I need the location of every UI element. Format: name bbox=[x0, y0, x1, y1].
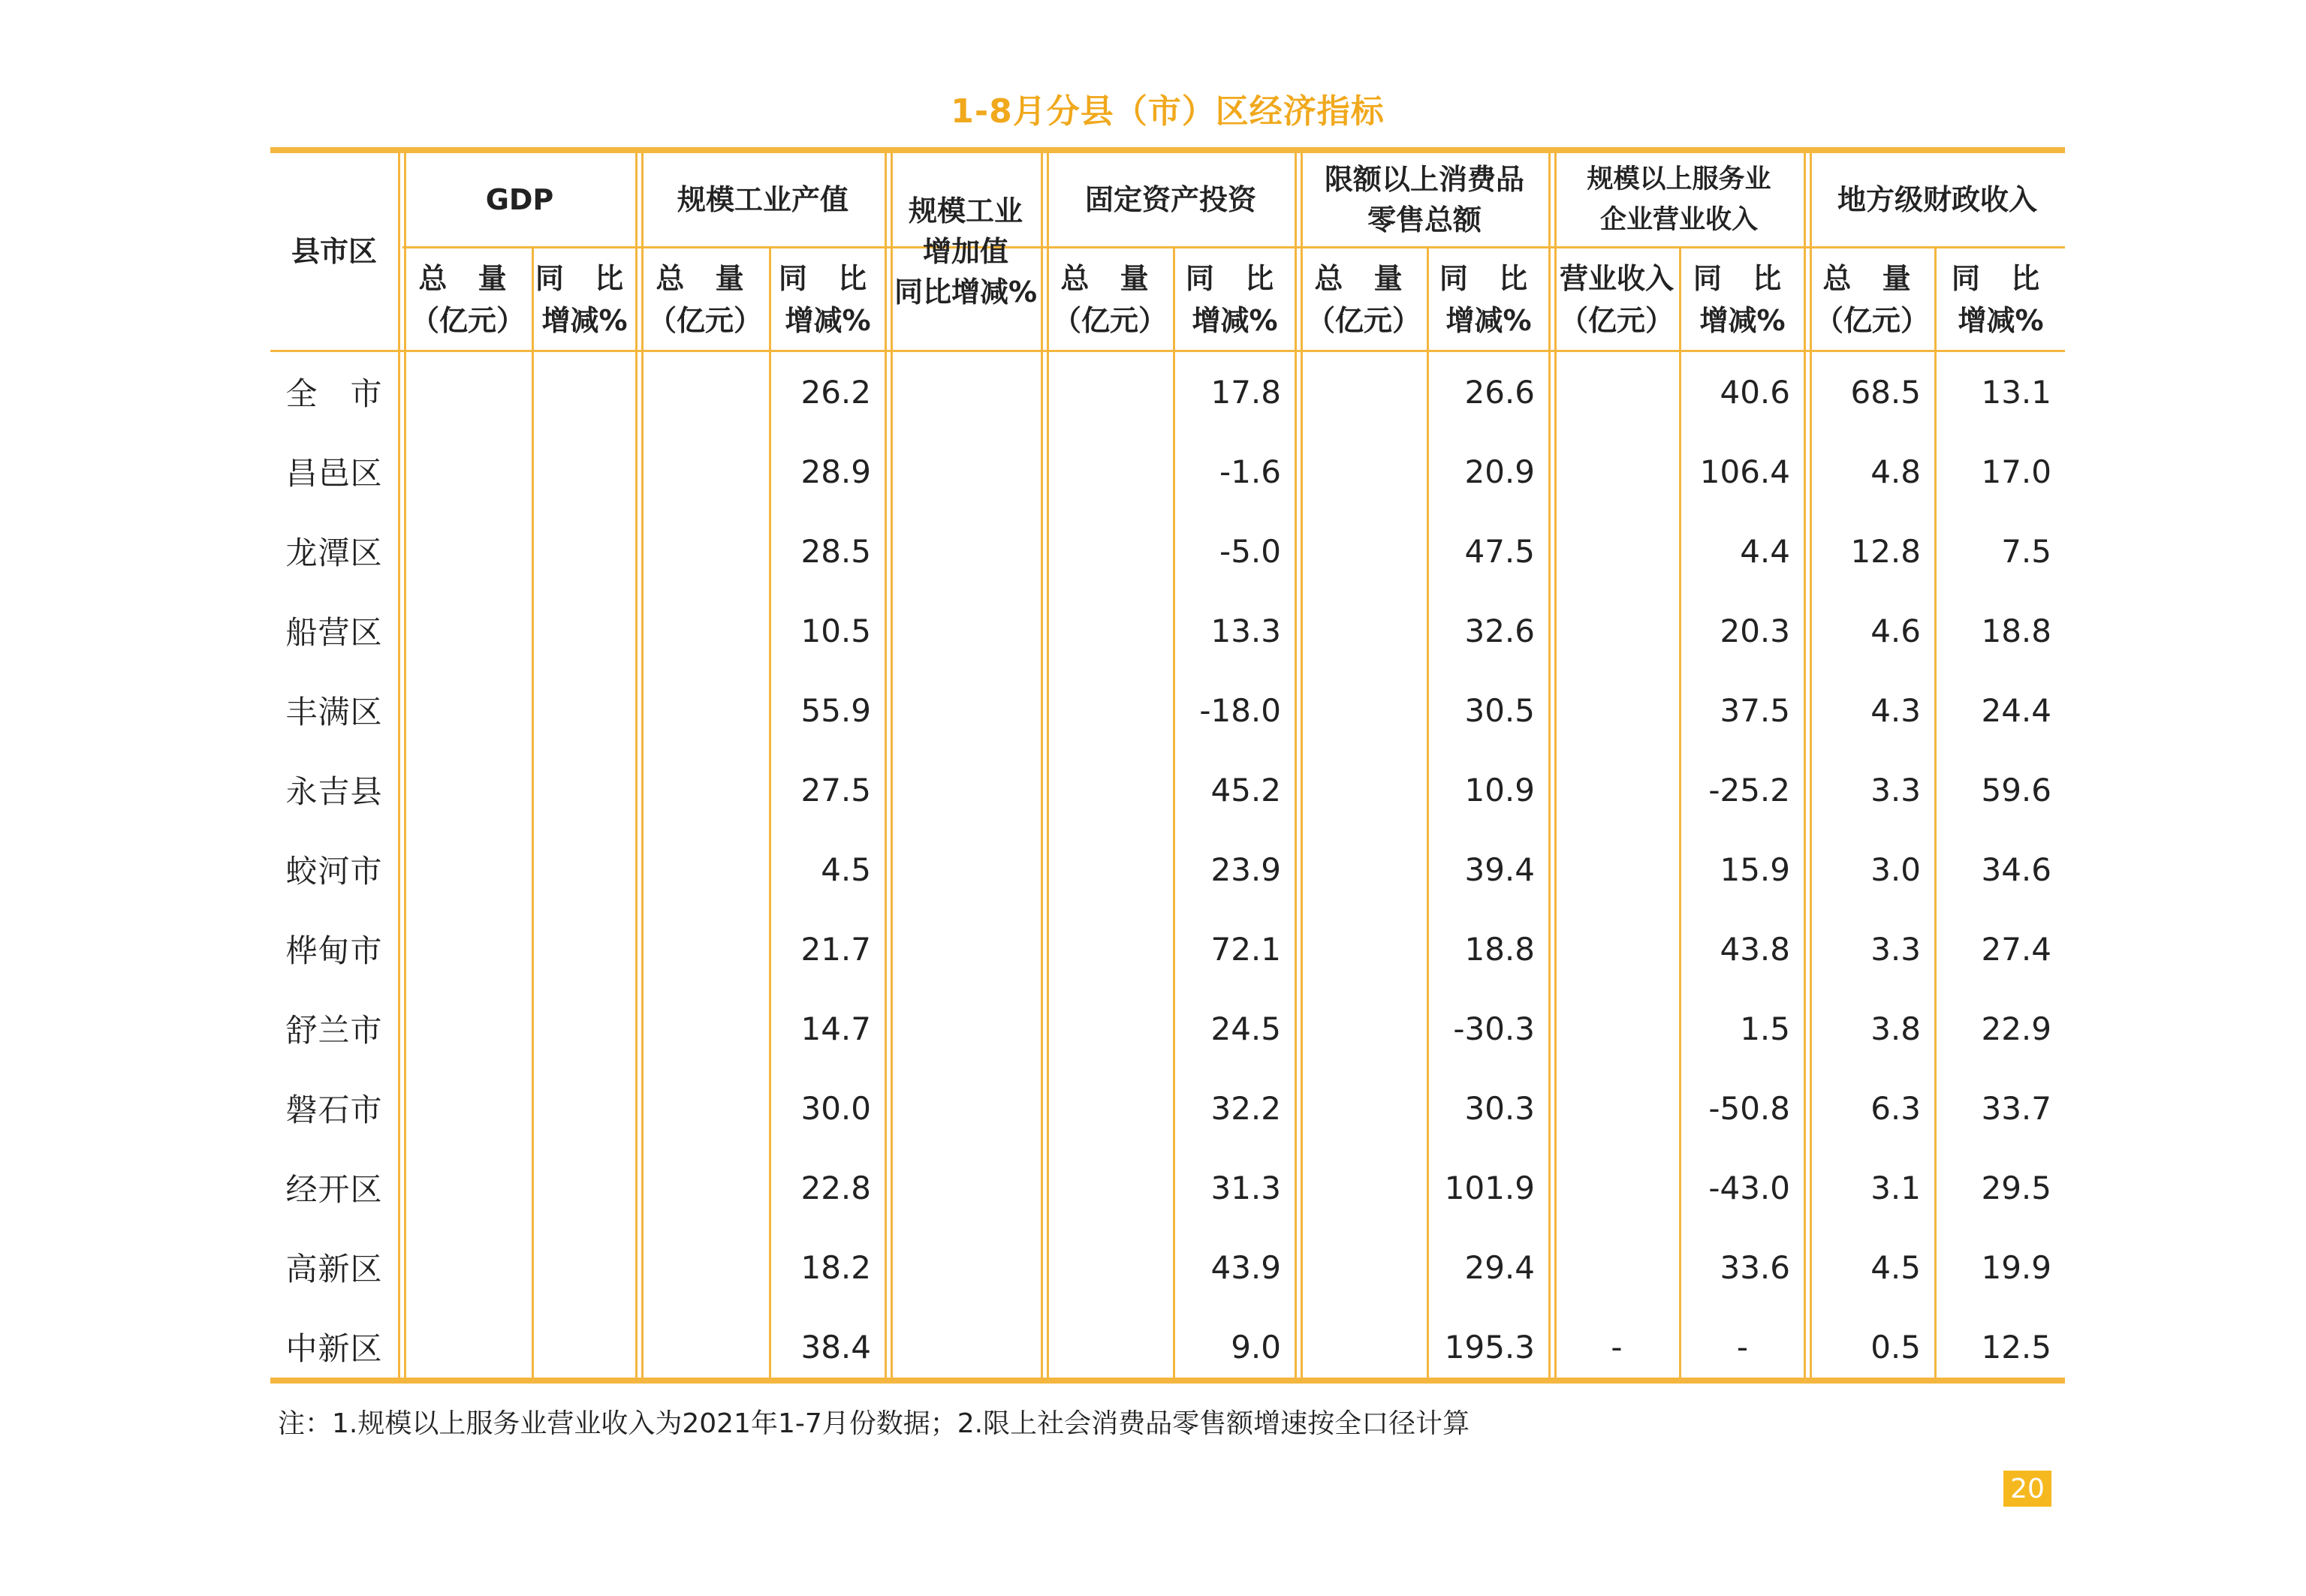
cell-ind-yoy: 28.9 bbox=[800, 453, 871, 490]
cell-gdp-yoy bbox=[534, 511, 635, 591]
subheader-service-revenue: 营业收入 （亿元） bbox=[1559, 261, 1674, 337]
cell-fiscal-total: 3.0 bbox=[1870, 851, 1921, 888]
header-district: 县市区 bbox=[291, 235, 377, 268]
cell-fiscal-total: 3.8 bbox=[1870, 1010, 1921, 1047]
cell-gdp-yoy bbox=[534, 750, 635, 830]
table-row bbox=[270, 1068, 2065, 1148]
cell-fa-total bbox=[1047, 511, 1173, 591]
cell-fiscal-total: 12.8 bbox=[1850, 532, 1921, 570]
cell-ind-added bbox=[891, 670, 1041, 750]
table-row bbox=[270, 670, 2065, 750]
cell-gdp-yoy bbox=[534, 1068, 635, 1148]
cell-ind-added bbox=[891, 432, 1041, 511]
cell-svc-yoy: -43.0 bbox=[1708, 1169, 1790, 1206]
cell-svc-rev bbox=[1554, 670, 1679, 750]
cell-retail-total bbox=[1301, 670, 1427, 750]
cell-fiscal-total: 3.3 bbox=[1870, 930, 1921, 968]
page-number: 20 bbox=[2003, 1471, 2051, 1507]
cell-fiscal-total: 68.5 bbox=[1850, 373, 1921, 411]
cell-ind-added bbox=[891, 1307, 1041, 1387]
cell-ind-added bbox=[891, 511, 1041, 591]
cell-retail-yoy: 20.9 bbox=[1464, 453, 1535, 490]
cell-ind-total bbox=[641, 670, 769, 750]
cell-fa-yoy: 24.5 bbox=[1210, 1010, 1281, 1047]
district-name: 舒兰市 bbox=[285, 1012, 383, 1049]
cell-gdp-yoy bbox=[534, 830, 635, 909]
cell-fa-total bbox=[1047, 670, 1173, 750]
cell-fa-yoy: 31.3 bbox=[1210, 1169, 1281, 1206]
cell-retail-total bbox=[1301, 511, 1427, 591]
cell-svc-yoy: 37.5 bbox=[1720, 691, 1790, 729]
cell-fa-total bbox=[1047, 352, 1173, 432]
cell-ind-added bbox=[891, 909, 1041, 989]
cell-gdp-total bbox=[404, 750, 532, 830]
cell-ind-added bbox=[891, 750, 1041, 830]
cell-fiscal-total: 3.3 bbox=[1870, 771, 1921, 809]
cell-ind-added bbox=[891, 1068, 1041, 1148]
cell-gdp-total bbox=[404, 989, 532, 1068]
cell-fiscal-yoy: 59.6 bbox=[1981, 771, 2051, 809]
cell-gdp-total bbox=[404, 352, 532, 432]
subheader-gdp-total: 总 量 （亿元） bbox=[410, 261, 525, 337]
cell-ind-total bbox=[641, 352, 769, 432]
cell-retail-yoy: 32.6 bbox=[1464, 612, 1535, 649]
cell-retail-yoy: 30.5 bbox=[1464, 691, 1535, 729]
cell-ind-added bbox=[891, 352, 1041, 432]
cell-ind-yoy: 14.7 bbox=[800, 1010, 871, 1047]
cell-fiscal-yoy: 18.8 bbox=[1981, 612, 2051, 649]
table-row bbox=[270, 1307, 2065, 1387]
cell-retail-yoy: 30.3 bbox=[1464, 1089, 1535, 1127]
header-service: 规模以上服务业 企业营业收入 bbox=[1587, 164, 1771, 235]
cell-retail-yoy: 101.9 bbox=[1444, 1169, 1535, 1206]
cell-ind-yoy: 21.7 bbox=[800, 930, 871, 968]
cell-ind-total bbox=[641, 909, 769, 989]
district-name: 经开区 bbox=[285, 1171, 383, 1208]
cell-gdp-total bbox=[404, 1307, 532, 1387]
cell-gdp-yoy bbox=[534, 432, 635, 511]
cell-gdp-yoy bbox=[534, 670, 635, 750]
cell-fiscal-total: 6.3 bbox=[1870, 1089, 1921, 1127]
district-name: 磐石市 bbox=[285, 1092, 383, 1128]
cell-fiscal-total: 3.1 bbox=[1870, 1169, 1921, 1206]
district-name: 全 市 bbox=[285, 375, 383, 412]
cell-ind-yoy: 30.0 bbox=[800, 1089, 871, 1127]
cell-gdp-total bbox=[404, 591, 532, 670]
header-fixed-investment: 固定资产投资 bbox=[1084, 183, 1256, 216]
cell-fa-total bbox=[1047, 432, 1173, 511]
cell-fa-total bbox=[1047, 750, 1173, 830]
cell-gdp-total bbox=[404, 909, 532, 989]
cell-svc-yoy: 4.4 bbox=[1740, 532, 1790, 570]
district-name: 丰满区 bbox=[285, 694, 383, 730]
cell-ind-yoy: 18.2 bbox=[800, 1248, 871, 1286]
cell-fiscal-total: 4.3 bbox=[1870, 691, 1921, 729]
cell-retail-total bbox=[1301, 432, 1427, 511]
cell-svc-rev bbox=[1554, 511, 1679, 591]
cell-gdp-total bbox=[404, 1068, 532, 1148]
cell-retail-total bbox=[1301, 750, 1427, 830]
cell-retail-total bbox=[1301, 909, 1427, 989]
table-row bbox=[270, 1148, 2065, 1227]
cell-fiscal-total: 4.6 bbox=[1870, 612, 1921, 649]
cell-fiscal-yoy: 22.9 bbox=[1981, 1010, 2051, 1047]
cell-ind-added bbox=[891, 1227, 1041, 1307]
cell-fa-yoy: 72.1 bbox=[1210, 930, 1281, 968]
cell-svc-yoy: - bbox=[1736, 1328, 1749, 1366]
cell-fa-yoy: 9.0 bbox=[1231, 1328, 1281, 1366]
cell-retail-yoy: 195.3 bbox=[1444, 1328, 1535, 1366]
cell-ind-total bbox=[641, 432, 769, 511]
cell-ind-total bbox=[641, 830, 769, 909]
cell-retail-yoy: 10.9 bbox=[1464, 771, 1535, 809]
cell-fa-yoy: 32.2 bbox=[1210, 1089, 1281, 1127]
cell-ind-yoy: 4.5 bbox=[821, 851, 871, 888]
cell-ind-yoy: 55.9 bbox=[800, 691, 871, 729]
cell-svc-rev: - bbox=[1611, 1328, 1623, 1366]
cell-retail-total bbox=[1301, 591, 1427, 670]
cell-retail-total bbox=[1301, 830, 1427, 909]
cell-svc-rev bbox=[1554, 989, 1679, 1068]
cell-ind-added bbox=[891, 989, 1041, 1068]
cell-gdp-yoy bbox=[534, 1148, 635, 1227]
table-row bbox=[270, 352, 2065, 432]
cell-fa-yoy: 43.9 bbox=[1210, 1248, 1281, 1286]
cell-fa-yoy: 17.8 bbox=[1210, 373, 1281, 411]
header-fiscal: 地方级财政收入 bbox=[1837, 183, 2037, 216]
cell-fa-total bbox=[1047, 1068, 1173, 1148]
district-name: 船营区 bbox=[285, 614, 383, 651]
cell-svc-rev bbox=[1554, 352, 1679, 432]
cell-fiscal-yoy: 19.9 bbox=[1981, 1248, 2051, 1286]
cell-fa-total bbox=[1047, 830, 1173, 909]
cell-svc-yoy: 33.6 bbox=[1720, 1248, 1790, 1286]
cell-svc-rev bbox=[1554, 830, 1679, 909]
cell-fa-yoy: 45.2 bbox=[1210, 771, 1281, 809]
cell-retail-yoy: 39.4 bbox=[1464, 851, 1535, 888]
subheader-industry-yoy: 同 比 增减% bbox=[778, 261, 878, 337]
cell-fiscal-yoy: 24.4 bbox=[1981, 691, 2051, 729]
cell-retail-total bbox=[1301, 989, 1427, 1068]
cell-svc-yoy: 20.3 bbox=[1720, 612, 1790, 649]
cell-svc-rev bbox=[1554, 1227, 1679, 1307]
subheader-gdp-yoy: 同 比 增减% bbox=[535, 261, 635, 337]
cell-ind-added bbox=[891, 1148, 1041, 1227]
cell-fiscal-yoy: 29.5 bbox=[1981, 1169, 2051, 1206]
table-row bbox=[270, 591, 2065, 670]
cell-gdp-total bbox=[404, 830, 532, 909]
cell-ind-yoy: 27.5 bbox=[800, 771, 871, 809]
cell-gdp-yoy bbox=[534, 1307, 635, 1387]
cell-retail-total bbox=[1301, 1307, 1427, 1387]
cell-ind-yoy: 26.2 bbox=[800, 373, 871, 411]
cell-ind-total bbox=[641, 591, 769, 670]
header-industry-added: 规模工业 增加值 同比增减% bbox=[894, 194, 1038, 309]
cell-gdp-yoy bbox=[534, 591, 635, 670]
subheader-service-yoy: 同 比 增减% bbox=[1693, 261, 1792, 337]
subheader-fa-yoy: 同 比 增减% bbox=[1185, 261, 1285, 337]
cell-gdp-total bbox=[404, 511, 532, 591]
cell-gdp-yoy bbox=[534, 989, 635, 1068]
cell-ind-total bbox=[641, 1068, 769, 1148]
cell-svc-rev bbox=[1554, 1068, 1679, 1148]
header-industry-output: 规模工业产值 bbox=[677, 183, 849, 216]
cell-retail-total bbox=[1301, 1227, 1427, 1307]
table-top-rule bbox=[270, 147, 2065, 153]
cell-ind-total bbox=[641, 1307, 769, 1387]
cell-ind-yoy: 28.5 bbox=[800, 532, 871, 570]
cell-fiscal-yoy: 13.1 bbox=[1981, 373, 2051, 411]
cell-fa-total bbox=[1047, 909, 1173, 989]
cell-gdp-total bbox=[404, 432, 532, 511]
cell-fa-total bbox=[1047, 989, 1173, 1068]
cell-svc-rev bbox=[1554, 1148, 1679, 1227]
subheader-fiscal-yoy: 同 比 增减% bbox=[1951, 261, 2051, 337]
cell-fiscal-yoy: 12.5 bbox=[1981, 1328, 2051, 1366]
table-row bbox=[270, 989, 2065, 1068]
header-gdp: GDP bbox=[485, 183, 554, 216]
cell-fiscal-total: 4.8 bbox=[1870, 453, 1921, 490]
district-name: 蛟河市 bbox=[285, 853, 383, 890]
cell-ind-yoy: 38.4 bbox=[800, 1328, 871, 1366]
cell-fa-total bbox=[1047, 1307, 1173, 1387]
subheader-retail-total: 总 量 （亿元） bbox=[1306, 261, 1421, 337]
cell-svc-rev bbox=[1554, 591, 1679, 670]
cell-retail-yoy: 26.6 bbox=[1464, 373, 1535, 411]
cell-svc-yoy: 1.5 bbox=[1740, 1010, 1790, 1047]
cell-fiscal-yoy: 7.5 bbox=[2001, 532, 2051, 570]
cell-gdp-total bbox=[404, 1148, 532, 1227]
cell-fiscal-yoy: 33.7 bbox=[1981, 1089, 2051, 1127]
subheader-fa-total: 总 量 （亿元） bbox=[1052, 261, 1167, 337]
district-name: 永吉县 bbox=[285, 773, 383, 810]
cell-ind-total bbox=[641, 989, 769, 1068]
cell-retail-total bbox=[1301, 1148, 1427, 1227]
cell-ind-total bbox=[641, 1227, 769, 1307]
district-name: 中新区 bbox=[285, 1330, 383, 1367]
cell-svc-rev bbox=[1554, 750, 1679, 830]
cell-svc-rev bbox=[1554, 909, 1679, 989]
cell-retail-total bbox=[1301, 1068, 1427, 1148]
cell-ind-total bbox=[641, 1148, 769, 1227]
subheader-retail-yoy: 同 比 增减% bbox=[1439, 261, 1539, 337]
district-name: 龙潭区 bbox=[285, 535, 383, 571]
cell-ind-added bbox=[891, 830, 1041, 909]
cell-fiscal-yoy: 34.6 bbox=[1981, 851, 2051, 888]
cell-gdp-yoy bbox=[534, 909, 635, 989]
cell-retail-yoy: -30.3 bbox=[1453, 1010, 1535, 1047]
cell-svc-yoy: 40.6 bbox=[1720, 373, 1790, 411]
cell-fa-total bbox=[1047, 1227, 1173, 1307]
cell-svc-rev bbox=[1554, 432, 1679, 511]
cell-fiscal-total: 0.5 bbox=[1870, 1328, 1921, 1366]
cell-retail-yoy: 47.5 bbox=[1464, 532, 1535, 570]
cell-gdp-yoy bbox=[534, 352, 635, 432]
cell-ind-yoy: 22.8 bbox=[800, 1169, 871, 1206]
table-row bbox=[270, 432, 2065, 511]
cell-fiscal-yoy: 27.4 bbox=[1981, 930, 2051, 968]
cell-fa-yoy: -18.0 bbox=[1199, 691, 1281, 729]
cell-fa-total bbox=[1047, 591, 1173, 670]
cell-retail-total bbox=[1301, 352, 1427, 432]
cell-svc-yoy: -50.8 bbox=[1708, 1089, 1790, 1127]
cell-ind-added bbox=[891, 591, 1041, 670]
table-row bbox=[270, 830, 2065, 909]
table-row bbox=[270, 750, 2065, 830]
cell-retail-yoy: 29.4 bbox=[1464, 1248, 1535, 1286]
cell-ind-yoy: 10.5 bbox=[800, 612, 871, 649]
cell-fiscal-total: 4.5 bbox=[1870, 1248, 1921, 1286]
cell-fa-yoy: 13.3 bbox=[1210, 612, 1281, 649]
district-name: 桦甸市 bbox=[285, 932, 383, 969]
cell-svc-yoy: 106.4 bbox=[1699, 453, 1790, 490]
cell-fiscal-yoy: 17.0 bbox=[1981, 453, 2051, 490]
table-row bbox=[270, 1227, 2065, 1307]
cell-gdp-yoy bbox=[534, 1227, 635, 1307]
page-title: 1-8月分县（市）区经济指标 bbox=[951, 92, 1385, 131]
cell-ind-total bbox=[641, 511, 769, 591]
header-retail: 限额以上消费品 零售总额 bbox=[1324, 163, 1524, 236]
subheader-industry-total: 总 量 （亿元） bbox=[647, 261, 762, 337]
subheader-fiscal-total: 总 量 （亿元） bbox=[1814, 261, 1929, 337]
cell-svc-yoy: 15.9 bbox=[1720, 851, 1790, 888]
district-name: 高新区 bbox=[285, 1251, 383, 1287]
cell-fa-yoy: -1.6 bbox=[1219, 453, 1281, 490]
footnote: 注：1.规模以上服务业营业收入为2021年1-7月份数据；2.限上社会消费品零售额增速按全口径计算 bbox=[278, 1408, 1470, 1439]
cell-gdp-total bbox=[404, 670, 532, 750]
cell-fa-total bbox=[1047, 1148, 1173, 1227]
table-row bbox=[270, 909, 2065, 989]
table-row bbox=[270, 511, 2065, 591]
cell-svc-yoy: -25.2 bbox=[1708, 771, 1790, 809]
cell-svc-yoy: 43.8 bbox=[1720, 930, 1790, 968]
cell-gdp-total bbox=[404, 1227, 532, 1307]
cell-fa-yoy: -5.0 bbox=[1219, 532, 1281, 570]
cell-ind-total bbox=[641, 750, 769, 830]
cell-fa-yoy: 23.9 bbox=[1210, 851, 1281, 888]
cell-retail-yoy: 18.8 bbox=[1464, 930, 1535, 968]
district-name: 昌邑区 bbox=[285, 455, 383, 492]
